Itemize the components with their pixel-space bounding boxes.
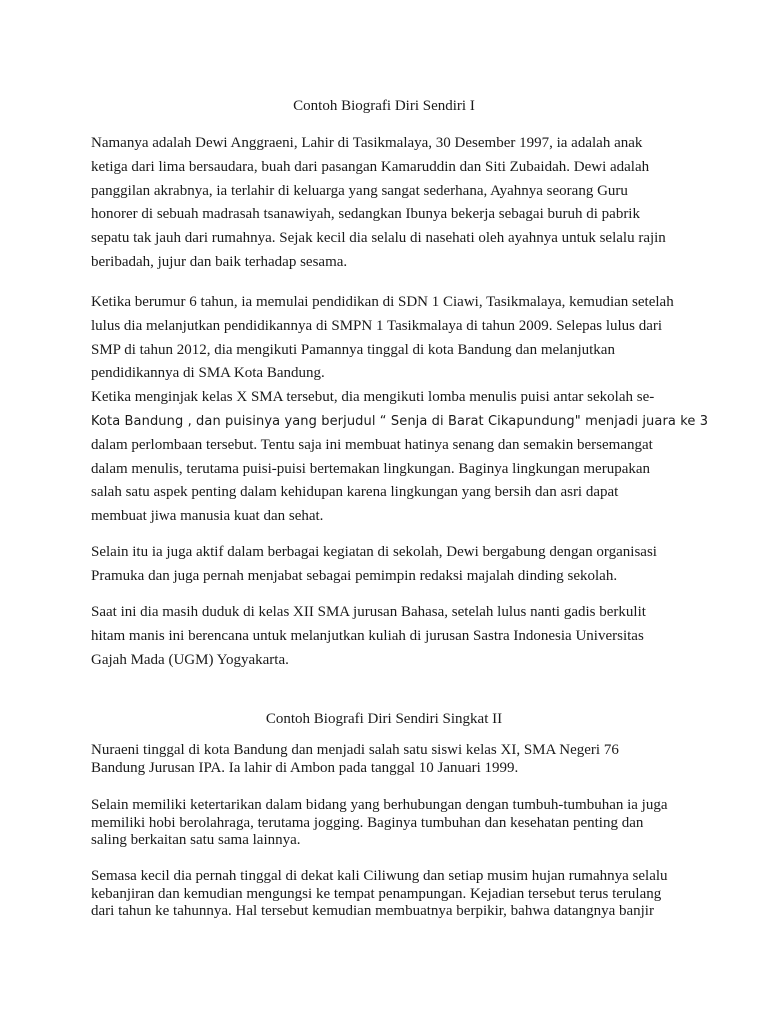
section-1-title: Contoh Biografi Diri Sendiri I [293, 98, 475, 114]
paragraph-7 [91, 868, 681, 921]
text-line: Namanya adalah Dewi Anggraeni, Lahir di Tasikmalaya, 30 Desember 1997, ia adalah anak [91, 135, 643, 151]
paragraph-5 [91, 742, 681, 777]
paragraph-4 [91, 601, 681, 672]
text-line: Ketika menginjak kelas X SMA tersebut, dia mengikuti lomba menulis puisi antar sekolah se- [91, 389, 655, 406]
text-line: pendidikannya di SMA Kota Bandung. [91, 365, 325, 382]
paragraph-3 [91, 541, 681, 589]
text-line: Nuraeni tinggal di kota Bandung dan menjadi salah satu siswi kelas XI, SMA Negeri 76 [91, 742, 619, 758]
text-line: memiliki hobi berolahraga, terutama jogging. Baginya tumbuhan dan kesehatan penting dan [91, 814, 644, 831]
text-line: salah satu aspek penting dalam kehidupan karena lingkungan yang bersih dan asri dapat [91, 484, 619, 501]
paragraph-2 [91, 291, 709, 529]
text-line: dalam menulis, terutama puisi-puisi bertemakan lingkungan. Baginya lingkungan merupakan [91, 460, 651, 477]
text-line: Ketika berumur 6 tahun, ia memulai pendidikan di SDN 1 Ciawi, Tasikmalaya, kemudian setelah [91, 294, 674, 310]
text-line: Pramuka dan juga pernah menjabat sebagai pemimpin redaksi majalah dinding sekolah. [91, 567, 618, 584]
text-line: dari tahun ke tahunnya. Hal tersebut kemudian membuatnya berpikir, bahwa datangnya banjir [91, 903, 654, 919]
text-line: honorer di sebuah madrasah tsanawiyah, sedangkan Ibunya bekerja sebagai buruh di pabrik [91, 206, 640, 223]
text-line: panggilan akrabnya, ia terlahir di keluarga yang sangat sederhana, Ayahnya seorang Guru [91, 182, 628, 199]
text-line: SMP di tahun 2012, dia mengikuti Pamannya tinggal di kota Bandung dan melanjutkan [91, 341, 615, 358]
text-line: saling berkaitan satu sama lainnya. [91, 832, 301, 848]
text-line: Selain memiliki ketertarikan dalam bidang yang berhubungan dengan tumbuh-tumbuhan ia juga [91, 797, 668, 813]
text-line: Gajah Mada (UGM) Yogyakarta. [91, 651, 289, 668]
text-line: membuat jiwa manusia kuat dan sehat. [91, 508, 324, 525]
text-line: hitam manis ini berencana untuk melanjutkan kuliah di jurusan Sastra Indonesia Universitas [91, 627, 644, 644]
text-line: Selain itu ia juga aktif dalam berbagai kegiatan di sekolah, Dewi bergabung dengan organisasi [91, 544, 657, 560]
text-line: Semasa kecil dia pernah tinggal di dekat kali Ciliwung dan setiap musim hujan rumahnya selalu [91, 868, 668, 884]
paragraph-6 [91, 797, 681, 850]
text-line: Bandung Jurusan IPA. Ia lahir di Ambon pada tanggal 10 Januari 1999. [91, 759, 519, 776]
paragraph-1 [91, 132, 681, 275]
text-line: beribadah, jujur dan baik terhadap sesama. [91, 253, 348, 270]
text-line: sepatu tak jauh dari rumahnya. Sejak kecil dia selalu di nasehati oleh ayahnya untuk selalu rajin [91, 230, 666, 247]
text-line: lulus dia melanjutkan pendidikannya di SMPN 1 Tasikmalaya di tahun 2009. Selepas lulus dari [91, 317, 663, 334]
text-line: kebanjiran dan kemudian mengungsi ke tempat penampungan. Kejadian tersebut terus terulang [91, 885, 662, 902]
text-line: ketiga dari lima bersaudara, buah dari pasangan Kamaruddin dan Siti Zubaidah. Dewi adalah [91, 158, 650, 175]
text-line: dalam perlombaan tersebut. Tentu saja ini membuat hatinya senang dan semakin bersemangat [91, 436, 653, 453]
section-2-title: Contoh Biografi Diri Sendiri Singkat II [265, 711, 503, 727]
text-line-sans: Kota Bandung , dan puisinya yang berjudul “ Senja di Barat Cikapundung" menjadi juara ke 3 [91, 413, 709, 429]
text-line: Saat ini dia masih duduk di kelas XII SMA jurusan Bahasa, setelah lulus nanti gadis berkulit [91, 604, 646, 620]
